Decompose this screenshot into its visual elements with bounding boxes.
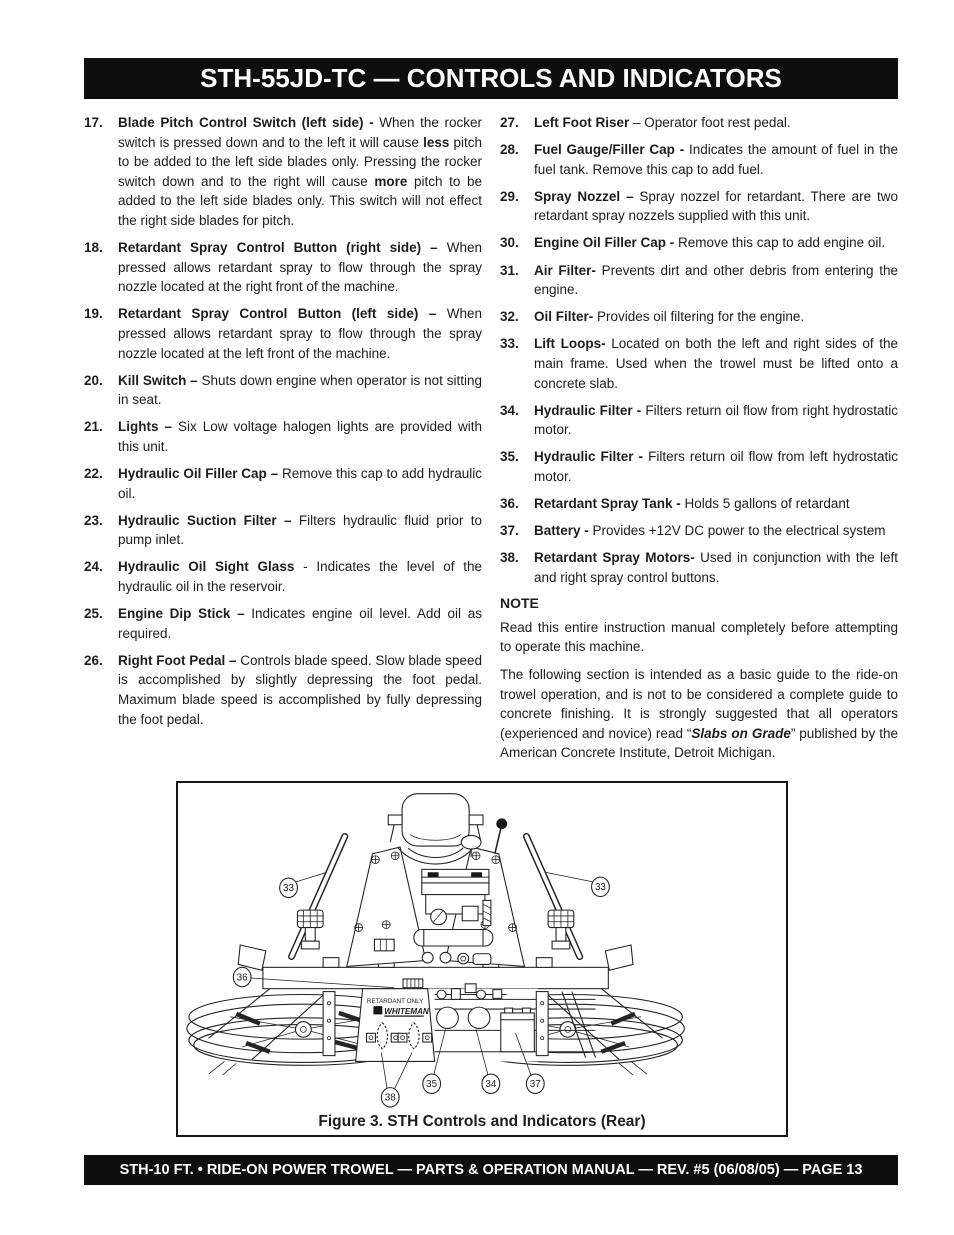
air-cleaner-dome	[461, 835, 481, 849]
lift-loop-right	[526, 836, 579, 956]
left-column	[84, 113, 482, 771]
item-number: 31.	[500, 262, 519, 278]
callout-34	[482, 1074, 500, 1093]
svg-text:33: 33	[594, 882, 606, 894]
item-34	[500, 401, 898, 440]
callout-37	[526, 1074, 544, 1093]
item-38	[500, 548, 898, 587]
item-number: 29.	[500, 188, 519, 204]
left-pitch-tower	[238, 945, 266, 970]
right-channel	[536, 992, 548, 1056]
item-35	[500, 447, 898, 486]
item-text: Hydraulic Oil Sight Glass - Indicates the level of the hydraulic oil in the reservoir.	[118, 559, 483, 594]
brand-logo-box-text: MQ	[374, 1008, 382, 1014]
carburetor	[431, 909, 447, 925]
tank-label: RETARDANT ONLY	[366, 998, 424, 1006]
item-text: Hydraulic Suction Filter – Filters hydraulic fluid prior to pump inlet.	[118, 512, 482, 548]
battery	[501, 1008, 535, 1052]
item-18	[84, 238, 482, 297]
figure-3-box	[176, 781, 788, 1137]
item-text: Retardant Spray Control Button (left side) – When pressed allows retardant spray to flow through the spray nozzle located at the left front of the machine.	[118, 306, 482, 361]
item-text: Blade Pitch Control Switch (left side) - When the rocker switch is pressed down and to the left it will cause less pitch to be added to the left side blades only. Pressing the rocker switch down and to the right will cause more pitch to be added to the left side blades only. This switch will not effect the right side blades for pitch.	[118, 115, 482, 228]
hydraulic-filter-left	[437, 1007, 459, 1028]
item-number: 30.	[500, 235, 519, 251]
item-26	[84, 651, 482, 729]
item-27	[500, 113, 898, 133]
svg-text:34: 34	[485, 1079, 497, 1091]
brand-logo-text: WHITEMAN	[384, 1006, 429, 1016]
muffler	[414, 930, 493, 946]
page-title: STH-55JD-TC — CONTROLS AND INDICATORS	[200, 63, 782, 93]
svg-text:37: 37	[529, 1079, 541, 1091]
left-channel	[323, 992, 335, 1056]
item-29	[500, 187, 898, 226]
item-number: 25.	[84, 606, 103, 622]
item-text: Kill Switch – Shuts down engine when operator is not sitting in seat.	[118, 372, 482, 408]
callout-38	[381, 1088, 399, 1107]
item-text: Engine Dip Stick – Indicates engine oil level. Add oil as required.	[118, 606, 483, 641]
item-text: Fuel Gauge/Filler Cap - Indicates the amount of fuel in the fuel tank. Remove this cap to add fuel.	[534, 142, 898, 177]
item-number: 17.	[84, 115, 103, 130]
item-text: Lights – Six Low voltage halogen lights are provided with this unit.	[118, 419, 482, 454]
operator-seat	[388, 794, 483, 864]
item-number: 35.	[500, 449, 519, 465]
item-text: Engine Oil Filler Cap - Remove this cap to add engine oil.	[534, 235, 886, 251]
item-number: 23.	[84, 512, 103, 528]
item-36	[500, 494, 898, 514]
item-text: Retardant Spray Control Button (right side) – When pressed allows retardant spray to flow through the spray nozzle located at the right front of the machine.	[118, 240, 482, 295]
item-number: 22.	[84, 466, 103, 481]
item-32	[500, 307, 898, 327]
item-25	[84, 604, 482, 643]
item-33	[500, 334, 898, 393]
item-number: 20.	[84, 372, 103, 388]
note-paragraph-1: Read this entire instruction manual completely before attempting to operate this machine.	[500, 619, 898, 655]
item-28	[500, 140, 898, 179]
svg-text:36: 36	[236, 972, 248, 984]
right-pitch-tower	[605, 945, 633, 970]
item-number: 32.	[500, 309, 519, 325]
item-number: 33.	[500, 336, 519, 352]
note-paragraph-2: The following section is intended as a basic guide to the ride-on trowel operation, and is not to be considered a complete guide to concrete finishing. It is strongly suggested that all operators (experienced and novice) read “Slabs on Grade” published by the American Concrete Institute, Detroit Michigan.	[500, 667, 899, 761]
two-column-body	[84, 113, 898, 771]
item-31	[500, 261, 898, 300]
callout-36	[233, 967, 251, 986]
item-number: 27.	[500, 115, 519, 130]
item-number: 26.	[84, 652, 103, 668]
svg-text:35: 35	[426, 1079, 438, 1091]
item-text: Retardant Spray Tank - Holds 5 gallons of retardant	[534, 496, 850, 511]
item-30	[500, 233, 898, 253]
tank-filler-cap	[403, 979, 423, 988]
item-number: 34.	[500, 402, 519, 418]
item-number: 19.	[84, 306, 103, 322]
item-text: Hydraulic Filter - Filters return oil flow from left hydrostatic motor.	[534, 449, 898, 484]
item-number: 38.	[500, 550, 519, 566]
item-text: Lift Loops- Located on both the left and right sides of the main frame. Used when the trowel must be lifted onto a concrete slab.	[534, 336, 898, 391]
svg-text:38: 38	[384, 1092, 396, 1104]
item-text: Battery - Provides +12V DC power to the electrical system	[534, 523, 886, 539]
page-title-bar	[84, 58, 898, 99]
item-text: Hydraulic Filter - Filters return oil flow from right hydrostatic motor.	[534, 402, 898, 438]
item-text: Spray Nozzel – Spray nozzel for retardant. There are two retardant spray nozzels supplied with this unit.	[534, 188, 898, 224]
item-number: 28.	[500, 142, 519, 158]
item-23	[84, 511, 482, 550]
trowel-rear-drawing	[179, 784, 785, 1108]
item-text: Air Filter- Prevents dirt and other debris from entering the engine.	[534, 262, 898, 298]
figure-caption: Figure 3. STH Controls and Indicators (Rear)	[318, 1113, 646, 1130]
trowel-blades-left	[230, 1013, 370, 1052]
lift-loop-left	[292, 836, 345, 956]
right-column	[500, 113, 898, 771]
item-text: Hydraulic Oil Filler Cap – Remove this cap to add hydraulic oil.	[118, 466, 482, 501]
retardant-spray-tank	[356, 979, 435, 1061]
item-number: 21.	[84, 419, 103, 435]
callout-33-left	[280, 878, 298, 897]
item-17	[84, 113, 482, 231]
item-number: 24.	[84, 559, 103, 575]
svg-text:33: 33	[283, 883, 295, 895]
item-20	[84, 371, 482, 410]
item-number: 18.	[84, 240, 103, 256]
footer-text: STH-10 FT. • RIDE-ON POWER TROWEL — PARTS & OPERATION MANUAL — REV. #5 (06/08/05) — PAGE 13	[119, 1162, 863, 1178]
hydraulic-filter-right	[468, 1007, 490, 1028]
item-24	[84, 557, 482, 596]
callout-33-right	[592, 877, 610, 896]
page-footer-bar	[84, 1155, 898, 1185]
slabs-on-grade-reference: Slabs on Grade	[691, 725, 791, 741]
callout-35	[423, 1074, 441, 1093]
item-text: Retardant Spray Motors- Used in conjunction with the left and right spray control buttons.	[534, 550, 899, 585]
item-text: Right Foot Pedal – Controls blade speed. Slow blade speed is accomplished by slightly depressing the foot pedal. Maximum blade speed is accomplished by fully depressing the foot pedal.	[118, 652, 482, 727]
starter	[374, 939, 394, 951]
item-19	[84, 304, 482, 363]
note-heading: NOTE	[500, 594, 539, 611]
item-21	[84, 417, 482, 456]
item-37	[500, 521, 898, 541]
item-22	[84, 464, 482, 503]
item-number: 36.	[500, 496, 519, 511]
item-text: Oil Filter- Provides oil filtering for the engine.	[534, 309, 805, 325]
item-number: 37.	[500, 523, 519, 539]
item-text: Left Foot Riser – Operator foot rest pedal.	[534, 115, 791, 130]
